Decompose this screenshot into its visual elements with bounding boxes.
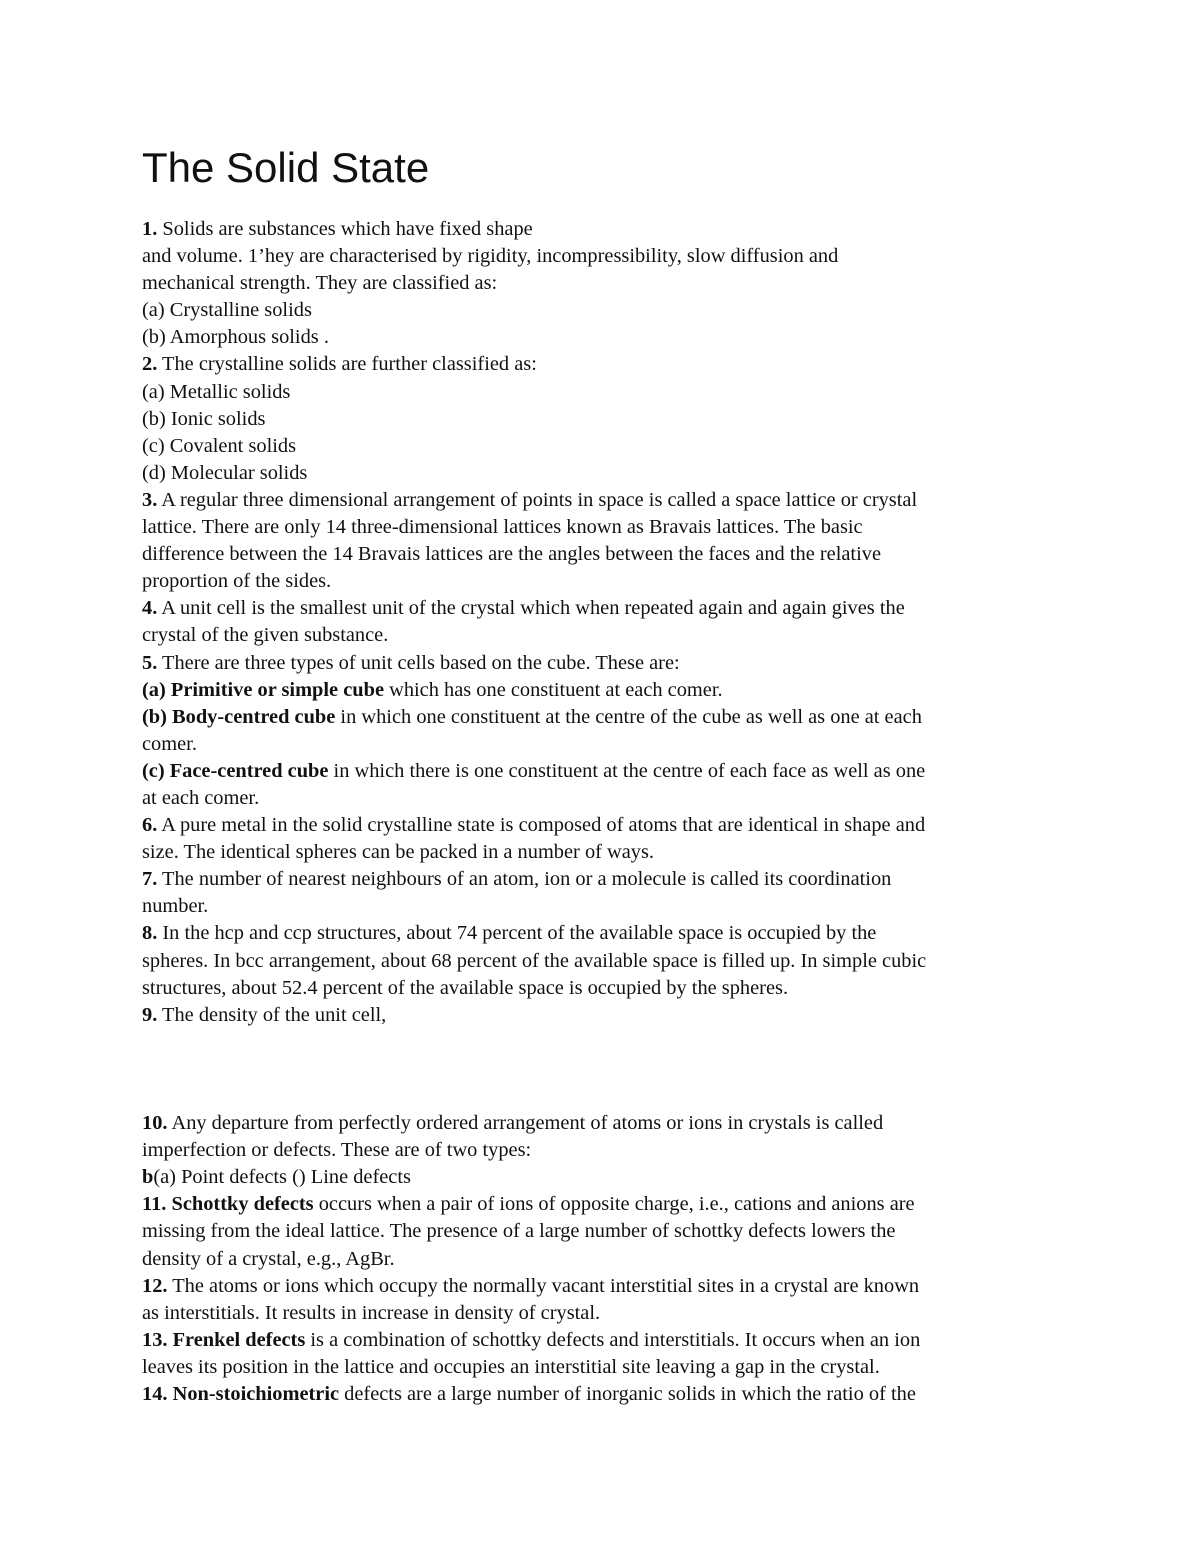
text-line [142,1381,1072,1408]
line-text: size. The identical spheres can be packed in a number of ways. [142,841,655,864]
line-text: defects are a large number of inorganic solids in which the ratio of the [339,1383,916,1406]
bold-term: (a) Primitive or simple cube [142,678,384,701]
line-text: spheres. In bcc arrangement, about 68 percent of the available space is filled up. In simple cubic [142,949,927,972]
line-text: which has one constituent at each comer. [384,678,723,701]
text-line [142,785,1072,812]
text-line [142,1137,1072,1164]
text-line [142,433,1072,460]
line-text: The density of the unit cell, [157,1003,387,1026]
text-line [142,460,1072,487]
text-line [142,866,1072,893]
line-text: is a combination of schottky defects and interstitials. It occurs when an ion [305,1328,921,1351]
item-number: 8. [142,922,158,945]
line-text: Solids are substances which have fixed shape [157,218,533,240]
line-text: and volume. 1’hey are characterised by rigidity, incompressibility, slow diffusion and [142,245,839,268]
line-text: In the hcp and ccp structures, about 74 percent of the available space is occupied by the [157,922,877,945]
text-line [142,975,1072,1002]
item-number: 3. [142,488,158,511]
blank-space [142,1029,1072,1110]
line-text: (c) Covalent solids [142,434,297,457]
text-line [142,1218,1072,1245]
line-text: (a) Metallic solids [142,380,291,403]
text-line [142,893,1072,920]
text-line [142,324,1072,351]
item-number: 11. [142,1193,167,1216]
text-line [142,920,1072,947]
text-line [142,406,1072,433]
text-line [142,351,1072,378]
item-number: 2. [142,353,158,376]
line-text: (b) Ionic solids [142,407,266,430]
text-line [142,541,1072,568]
text-line [142,568,1072,595]
bold-term: (b) Body-centred cube [142,705,336,728]
line-text: (a) Point defects ( [153,1166,299,1189]
text-line [142,839,1072,866]
text-line [142,1110,1072,1137]
line-text: crystal of the given substance. [142,624,389,647]
item-number: 9. [142,1003,158,1026]
line-text: structures, about 52.4 percent of the available space is occupied by the spheres. [142,976,789,999]
line-text: A regular three dimensional arrangement of points in space is called a space lattice or crystal [157,488,918,511]
line-text: (a) Crystalline solids [142,299,312,322]
text-line [142,243,1072,270]
bold-term: Schottky defects [166,1193,314,1216]
text-line [142,1354,1072,1381]
text-line [142,677,1072,704]
line-text: proportion of the sides. [142,570,332,593]
line-text: difference between the 14 Bravais lattices are the angles between the faces and the relative [142,543,881,566]
text-line [142,1327,1072,1354]
bold-term: (c) Face-centred cube [142,759,329,782]
item-number: 5. [142,651,158,674]
line-text: mechanical strength. They are classified as: [142,272,498,295]
text-line [142,487,1072,514]
line-text: There are three types of unit cells based on the cube. These are: [157,651,680,674]
line-text: The crystalline solids are further classified as: [157,353,537,376]
line-text: density of a crystal, e.g., AgBr. [142,1247,395,1270]
line-text: Any departure from perfectly ordered arrangement of atoms or ions in crystals is called [167,1112,884,1135]
item-number: 13. [142,1328,168,1351]
line-text: at each comer. [142,786,260,809]
text-line [142,1191,1072,1218]
line-text: as interstitials. It results in increase in density of crystal. [142,1301,601,1324]
line-text: imperfection or defects. These are of two types: [142,1139,532,1162]
text-line [142,812,1072,839]
line-text: (b) Amorphous solids . [142,326,329,349]
item-number: 10. [142,1112,168,1135]
line-text: comer. [142,732,197,755]
line-text: A pure metal in the solid crystalline state is composed of atoms that are identical in shape and [157,814,926,837]
text-line [142,297,1072,324]
bold-term: Non-stoichiometric [167,1383,340,1406]
bold-term: Frenkel defects [167,1328,306,1351]
line-text: occurs when a pair of ions of opposite charge, i.e., cations and anions are [313,1193,915,1216]
text-line [142,216,1072,243]
text-line [142,1273,1072,1300]
text-line [142,731,1072,758]
text-line [142,948,1072,975]
text-line [142,379,1072,406]
document-body [142,216,1072,1408]
text-line [142,704,1072,731]
line-text-continued: ) Line defects [298,1166,411,1189]
line-text: A unit cell is the smallest unit of the crystal which when repeated again and again gives the [157,597,905,620]
text-line [142,1246,1072,1273]
text-line [142,758,1072,785]
item-number: 6. [142,814,158,837]
item-number: 4. [142,597,158,620]
item-number: 14. [142,1383,168,1406]
bold-term: b [142,1166,154,1189]
line-text: in which one constituent at the centre of the cube as well as one at each [335,705,922,728]
line-text: (d) Molecular solids [142,461,308,484]
page-title: The Solid State [142,144,430,191]
item-number: 1. [142,218,158,240]
line-text: in which there is one constituent at the centre of each face as well as one [328,759,926,782]
item-number: 7. [142,868,158,891]
line-text: leaves its position in the lattice and occupies an interstitial site leaving a gap in the crystal. [142,1355,880,1378]
text-line [142,270,1072,297]
text-line [142,650,1072,677]
text-line [142,1002,1072,1029]
item-number: 12. [142,1274,168,1297]
text-line [142,1164,1072,1191]
line-text: lattice. There are only 14 three-dimensional lattices known as Bravais lattices. The basic [142,516,863,539]
line-text: missing from the ideal lattice. The presence of a large number of schottky defects lowers the [142,1220,896,1243]
line-text: The atoms or ions which occupy the normally vacant interstitial sites in a crystal are known [167,1274,920,1297]
text-line [142,514,1072,541]
text-line [142,622,1072,649]
line-text: The number of nearest neighbours of an atom, ion or a molecule is called its coordination [157,868,892,891]
text-line [142,595,1072,622]
line-text: number. [142,895,209,918]
text-line [142,1300,1072,1327]
